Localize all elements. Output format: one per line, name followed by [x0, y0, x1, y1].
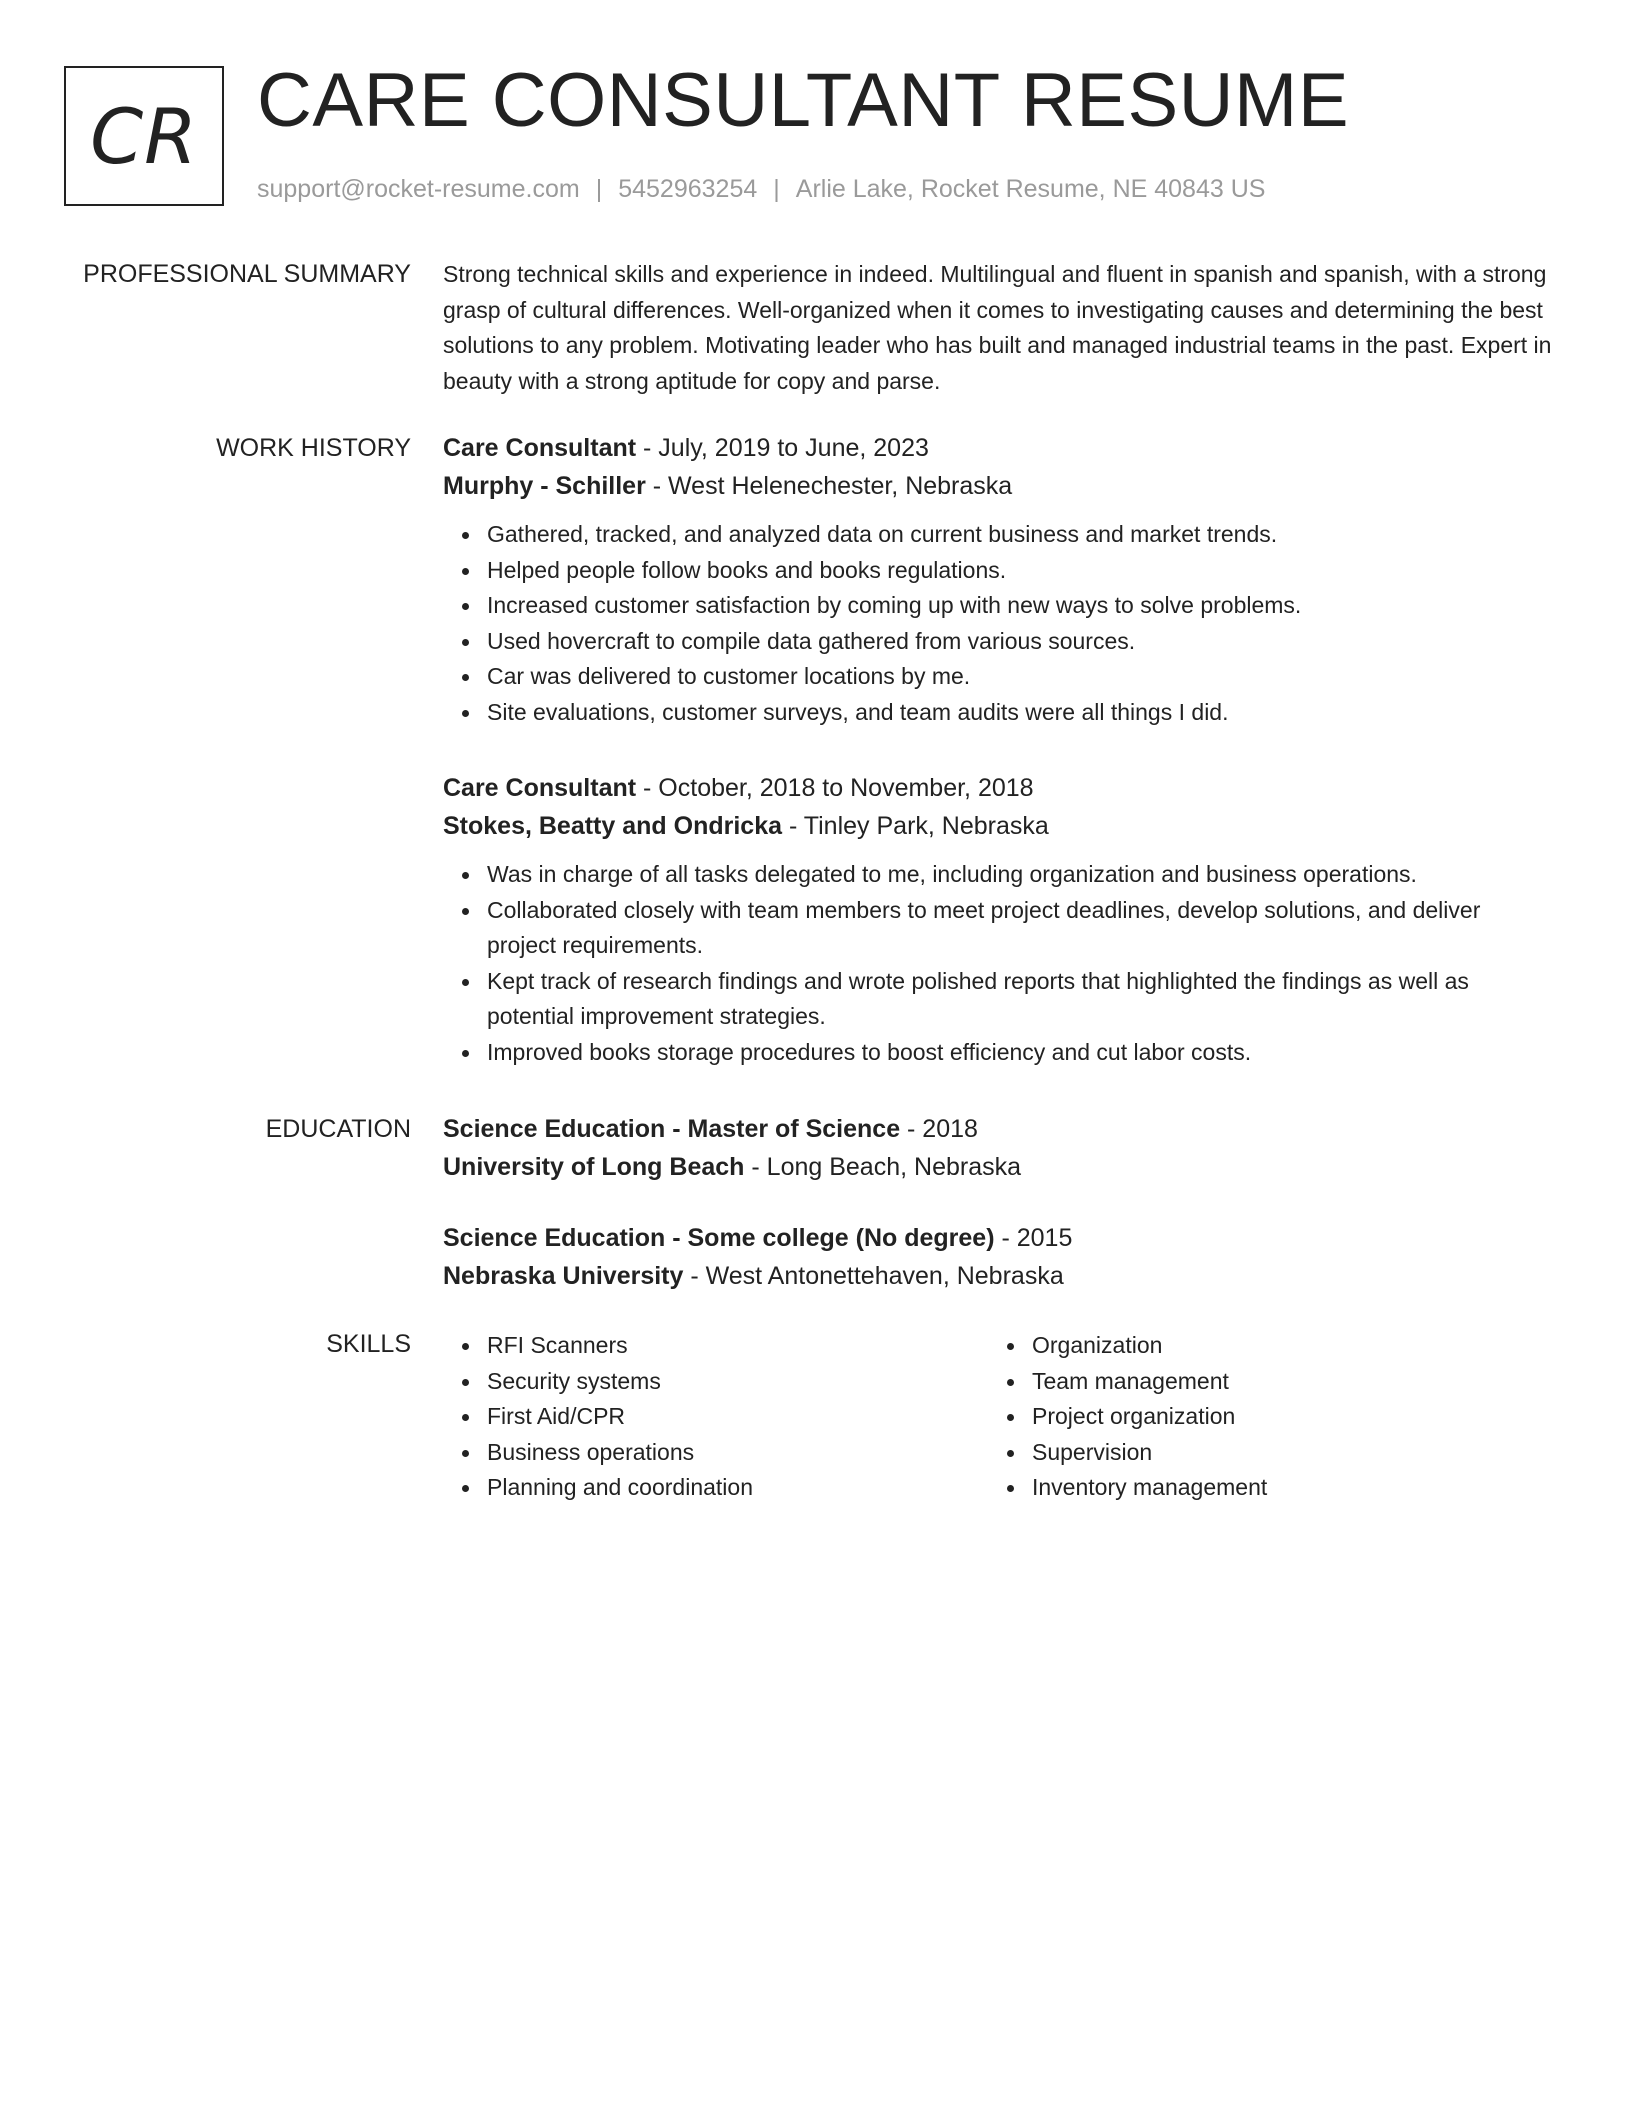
skill-item: Team management [1032, 1364, 1533, 1400]
skill-item: Inventory management [1032, 1470, 1533, 1506]
section-label-work-history: WORK HISTORY [216, 434, 411, 462]
job-company-line [443, 467, 1555, 505]
job-bullet: Helped people follow books and books regulations. [487, 553, 1555, 589]
job-entry [443, 769, 1555, 1070]
job-bullet: Collaborated closely with team members to meet project deadlines, develop solutions, and deliver project requirements. [487, 893, 1555, 964]
job-bullet: Kept track of research findings and wrote polished reports that highlighted the findings as well as potential improvement strategies. [487, 964, 1555, 1035]
section-label-education: EDUCATION [265, 1115, 411, 1143]
job-dates: - October, 2018 to November, 2018 [636, 774, 1034, 802]
skill-item: RFI Scanners [487, 1328, 988, 1364]
skill-item: Supervision [1032, 1435, 1533, 1471]
skill-item: Project organization [1032, 1399, 1533, 1435]
job-bullet: Improved books storage procedures to boost efficiency and cut labor costs. [487, 1035, 1555, 1071]
education-school-line [443, 1148, 1555, 1186]
job-entry [443, 429, 1555, 730]
job-title-line [443, 769, 1555, 807]
job-company: Murphy - Schiller [443, 472, 646, 500]
skills-column-right [988, 1328, 1533, 1506]
job-title-line [443, 429, 1555, 467]
section-label-summary: PROFESSIONAL SUMMARY [83, 260, 411, 288]
job-dates: - July, 2019 to June, 2023 [636, 434, 929, 462]
education-entry [443, 1219, 1555, 1295]
job-bullet: Used hovercraft to compile data gathered from various sources. [487, 624, 1555, 660]
summary-text: Strong technical skills and experience in indeed. Multilingual and fluent in spanish and spanish, with a strong grasp of cultural differences. Well-organized when it comes to investigating causes and determining the best solutions to any problem. Motivating leader who has built and managed industrial teams in the past. Expert in beauty with a strong aptitude for copy and parse. [443, 261, 1552, 394]
section-label-skills: SKILLS [326, 1330, 411, 1358]
education-school-line [443, 1257, 1555, 1295]
monogram-logo: CR [64, 66, 224, 206]
job-company: Stokes, Beatty and Ondricka [443, 812, 783, 840]
contact-phone: 5452963254 [618, 175, 758, 203]
job-title: Care Consultant [443, 434, 637, 462]
skills-column-left [443, 1328, 988, 1506]
education-location: - West Antonettehaven, Nebraska [683, 1262, 1064, 1290]
skill-item: Planning and coordination [487, 1470, 988, 1506]
education-degree: Science Education - Master of Science [443, 1115, 901, 1143]
job-bullets [443, 517, 1555, 730]
education-school: Nebraska University [443, 1262, 684, 1290]
skill-item: Business operations [487, 1435, 988, 1471]
skills-list [443, 1328, 1555, 1506]
education-year: - 2015 [994, 1224, 1073, 1252]
job-bullet: Gathered, tracked, and analyzed data on current business and market trends. [487, 517, 1555, 553]
contact-email: support@rocket-resume.com [257, 175, 580, 203]
skills-bullets [443, 1328, 988, 1506]
job-title: Care Consultant [443, 774, 637, 802]
resume-title: CARE CONSULTANT RESUME [257, 58, 1350, 143]
job-bullet: Car was delivered to customer locations by me. [487, 659, 1555, 695]
contact-address: Arlie Lake, Rocket Resume, NE 40843 US [795, 175, 1266, 203]
skill-item: Security systems [487, 1364, 988, 1400]
education-year: - 2018 [900, 1115, 978, 1143]
job-company-line [443, 807, 1555, 845]
contact-separator: | [773, 175, 780, 203]
job-bullet: Site evaluations, customer surveys, and team audits were all things I did. [487, 695, 1555, 731]
skill-item: Organization [1032, 1328, 1533, 1364]
summary-section [443, 257, 1555, 399]
education-location: - Long Beach, Nebraska [744, 1153, 1022, 1181]
job-bullet: Was in charge of all tasks delegated to me, including organization and business operations. [487, 857, 1555, 893]
contact-separator: | [595, 175, 603, 203]
job-bullets [443, 857, 1555, 1070]
skill-item: First Aid/CPR [487, 1399, 988, 1435]
education-degree-line [443, 1219, 1555, 1257]
contact-line [257, 172, 1265, 206]
skills-bullets [988, 1328, 1533, 1506]
education-entry [443, 1110, 1555, 1186]
job-location: - West Helenechester, Nebraska [645, 472, 1013, 500]
education-degree: Science Education - Some college (No degree) [443, 1224, 995, 1252]
job-bullet: Increased customer satisfaction by coming up with new ways to solve problems. [487, 588, 1555, 624]
education-school: University of Long Beach [443, 1153, 745, 1181]
job-location: - Tinley Park, Nebraska [782, 812, 1049, 840]
education-degree-line [443, 1110, 1555, 1148]
